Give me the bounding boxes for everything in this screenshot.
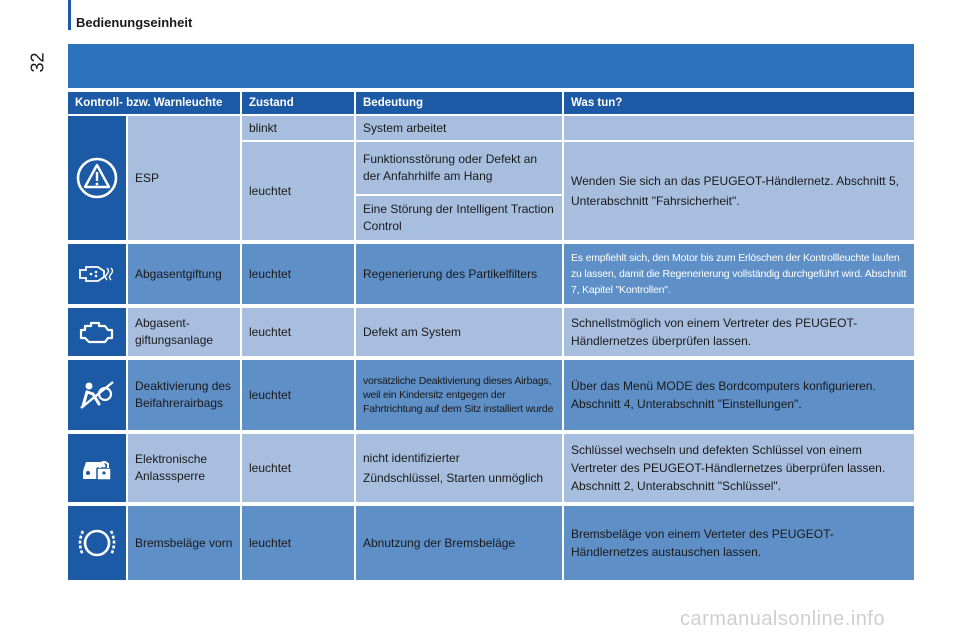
row-5-icon-cell [68,506,126,580]
row-3-state: leuchtet [242,360,354,430]
esp-meaning-hill-assist: Funktionsstörung oder Defekt an der Anfahrhilfe am Hang [356,142,562,194]
column-header-warning-light: Kontroll- bzw. Warnleuchte [68,92,240,114]
row-1-action: Es empfiehlt sich, den Motor bis zum Erlöschen der Kontrollleuchte laufen zu lassen, damit die Regenerierung vollständig durchgeführt wird. Abschnitt 7, Kapitel "Kontrollen". [564,244,914,304]
airbag-off-icon [77,378,117,412]
row-1-icon-cell [68,244,126,304]
column-header-state: Zustand [242,92,354,114]
esp-state-lit: leuchtet [242,142,354,240]
row-4-meaning-cell [356,434,562,502]
margin-bar [68,0,71,30]
esp-meaning-system-active: System arbeitet [356,116,562,140]
row-5-meaning: Abnutzung der Bremsbeläge [356,506,562,580]
esp-action: Wenden Sie sich an das PEUGEOT-Händlernetz. Abschnitt 5, Unterabschnitt "Fahrsicherheit". [564,142,914,240]
esp-name: ESP [128,116,240,240]
row-5-name: Bremsbeläge vorn [128,506,240,580]
row-3-name: Deaktivierung des Beifahrerairbags [128,360,240,430]
row-3-action: Über das Menü MODE des Bordcomputers konfigurieren. Abschnitt 4, Unterabschnitt "Einstellungen". [564,360,914,430]
immobilizer-icon [77,451,117,485]
row-3-meaning: vorsätzliche Deaktivierung dieses Airbags, weil ein Kindersitz entgegen der Fahrtrichtung auf dem Sitz installiert wurde [356,360,562,430]
row-1-name: Abgasentgiftung [128,244,240,304]
esp-icon-cell [68,116,126,240]
title-banner [68,44,914,88]
exhaust-filter-icon [76,262,118,286]
row-2-action: Schnellstmöglich von einem Vertreter des PEUGEOT-Händlernetzes überprüfen lassen. [564,308,914,356]
page-number: 32 [27,52,48,73]
esp-meaning-traction-control: Eine Störung der Intelligent Traction Control [356,196,562,240]
section-title: Bedienungseinheit [76,15,193,30]
row-4-icon-cell [68,434,126,502]
row-4-action: Schlüssel wechseln und defekten Schlüssel von einem Vertreter des PEUGEOT-Händlernetzes überprüfen lassen. Abschnitt 2, Unterabschnitt "Schlüssel". [564,434,914,502]
row-5-action: Bremsbeläge von einem Verteter des PEUGEOT-Händlernetzes austauschen lassen. [564,506,914,580]
column-header-action: Was tun? [564,92,914,114]
row-2-meaning: Defekt am System [356,308,562,356]
row-3-icon-cell [68,360,126,430]
column-header-meaning: Bedeutung [356,92,562,114]
brake-pad-icon [75,523,119,563]
row-4-meaning: nicht identifizierter [363,450,460,465]
warning-triangle-icon [75,156,119,200]
engine-icon [77,318,117,346]
watermark: carmanualsonline.info [680,608,886,630]
row-4-meaning-2: Zündschlüssel, Starten unmöglich [363,470,544,485]
row-5-state: leuchtet [242,506,354,580]
esp-state-blinking: blinkt [242,116,354,140]
row-2-name: Abgasent-giftungsanlage [128,308,240,356]
row-2-icon-cell [68,308,126,356]
row-2-state: leuchtet [242,308,354,356]
row-1-meaning: Regenerierung des Partikelfilters [356,244,562,304]
row-4-name: Elektronische Anlasssperre [128,434,240,502]
row-1-state: leuchtet [242,244,354,304]
esp-action-empty [564,116,914,140]
row-4-state: leuchtet [242,434,354,502]
